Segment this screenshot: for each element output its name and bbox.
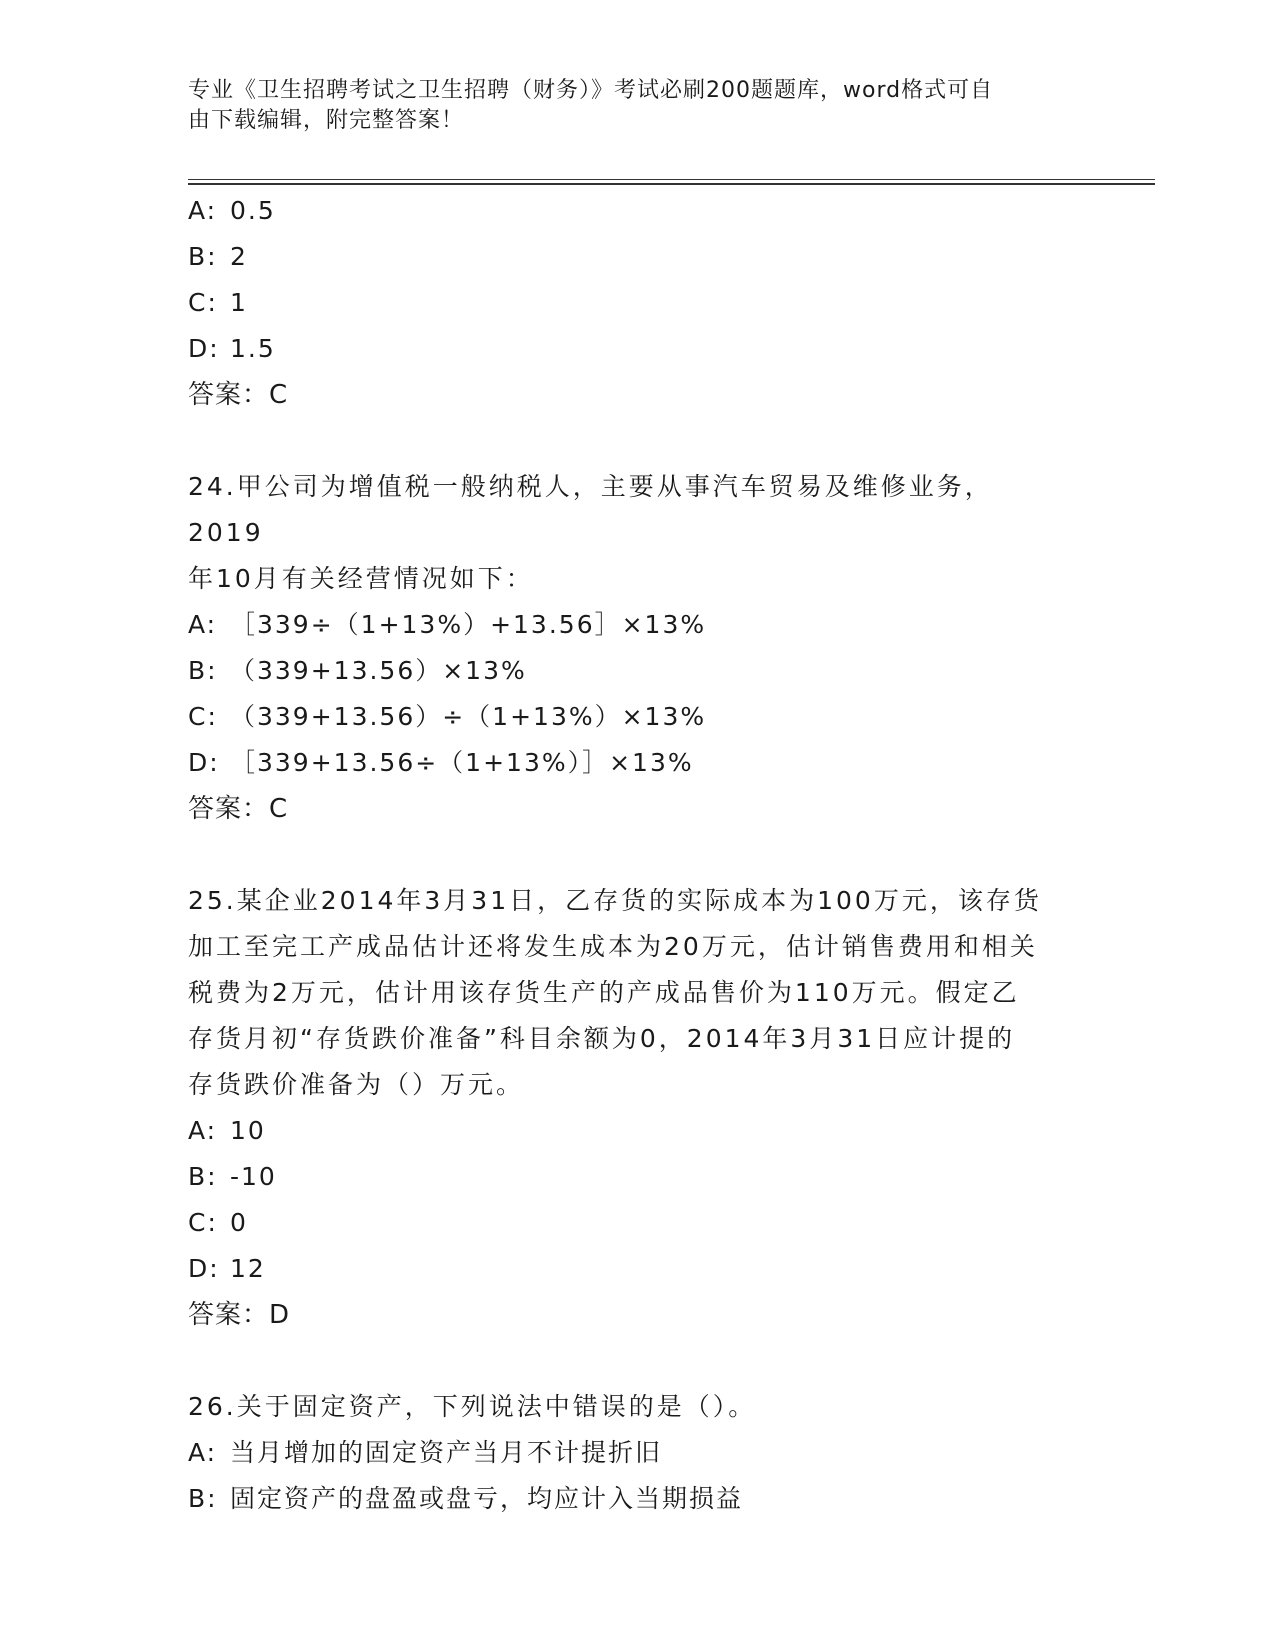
option-d <box>188 1246 1088 1292</box>
option-c <box>188 694 1088 740</box>
stem-line: 加工至完工产成品估计还将发生成本为20万元，估计销售费用和相关 <box>188 932 1038 961</box>
option-text: 12 <box>230 1254 266 1283</box>
question-24 <box>188 464 1088 832</box>
option-c <box>188 280 1088 326</box>
option-label: D: <box>188 334 220 363</box>
spacer <box>188 1338 1088 1384</box>
answer: 答案：D <box>188 1300 291 1330</box>
option-label: A: <box>188 196 218 225</box>
option-d <box>188 326 1088 372</box>
question-26 <box>188 1384 1088 1522</box>
stem-line: 存货月初“存货跌价准备”科目余额为0，2014年3月31日应计提的 <box>188 1024 1016 1053</box>
header-rule-thin <box>188 179 1155 180</box>
option-a <box>188 188 1088 234</box>
header-rule-thick <box>188 183 1155 185</box>
stem-line: 年10月有关经营情况如下： <box>188 564 534 593</box>
option-c <box>188 1200 1088 1246</box>
question-23-options <box>188 188 1088 418</box>
option-b <box>188 1154 1088 1200</box>
spacer <box>188 832 1088 878</box>
option-text: 1 <box>230 288 248 317</box>
option-d <box>188 740 1088 786</box>
option-b <box>188 234 1088 280</box>
option-text: 固定资产的盘盈或盘亏，均应计入当期损益 <box>230 1484 744 1513</box>
option-label: B: <box>188 1484 218 1513</box>
stem-line: 26.关于固定资产，下列说法中错误的是（）。 <box>188 1392 757 1421</box>
document-body <box>188 188 1088 1522</box>
option-text: （339+13.56）÷（1+13%）×13% <box>230 702 707 731</box>
document-header <box>188 76 1068 136</box>
option-label: A: <box>188 1116 218 1145</box>
spacer <box>188 418 1088 464</box>
header-title-line-2: 由下载编辑，附完整答案！ <box>188 108 465 133</box>
option-text: 10 <box>230 1116 266 1145</box>
header-title-line-1: 专业《卫生招聘考试之卫生招聘（财务）》考试必刷200题题库，word格式可自 <box>188 78 994 103</box>
option-label: A: <box>188 610 218 639</box>
option-text: ［339+13.56÷（1+13%）］×13% <box>230 748 694 777</box>
option-label: D: <box>188 748 220 777</box>
stem-line: 25.某企业2014年3月31日，乙存货的实际成本为100万元，该存货 <box>188 886 1042 915</box>
option-b <box>188 1476 1088 1522</box>
option-label: D: <box>188 1254 220 1283</box>
option-text: （339+13.56）×13% <box>230 656 527 685</box>
stem-line: 存货跌价准备为（）万元。 <box>188 1070 525 1099</box>
option-a <box>188 1108 1088 1154</box>
option-text: 0.5 <box>230 196 276 225</box>
stem-line: 税费为2万元，估计用该存货生产的产成品售价为110万元。假定乙 <box>188 978 1020 1007</box>
option-label: B: <box>188 242 218 271</box>
question-stem <box>188 1384 1068 1430</box>
option-text: 0 <box>230 1208 248 1237</box>
option-label: A: <box>188 1438 218 1467</box>
answer: 答案：C <box>188 380 289 410</box>
option-label: C: <box>188 1208 218 1237</box>
option-label: C: <box>188 702 218 731</box>
option-label: C: <box>188 288 218 317</box>
question-stem <box>188 464 1068 602</box>
question-stem <box>188 878 1068 1108</box>
question-25 <box>188 878 1088 1338</box>
option-text: -10 <box>230 1162 277 1191</box>
option-a <box>188 602 1088 648</box>
option-label: B: <box>188 656 218 685</box>
option-a <box>188 1430 1088 1476</box>
option-label: B: <box>188 1162 218 1191</box>
option-text: 1.5 <box>230 334 276 363</box>
option-text: 当月增加的固定资产当月不计提折旧 <box>230 1438 663 1467</box>
option-text: 2 <box>230 242 248 271</box>
answer: 答案：C <box>188 794 289 824</box>
option-b <box>188 648 1088 694</box>
stem-line: 24.甲公司为增值税一般纳税人，主要从事汽车贸易及维修业务，2019 <box>188 472 993 547</box>
option-text: ［339÷（1+13%）+13.56］×13% <box>230 610 707 639</box>
